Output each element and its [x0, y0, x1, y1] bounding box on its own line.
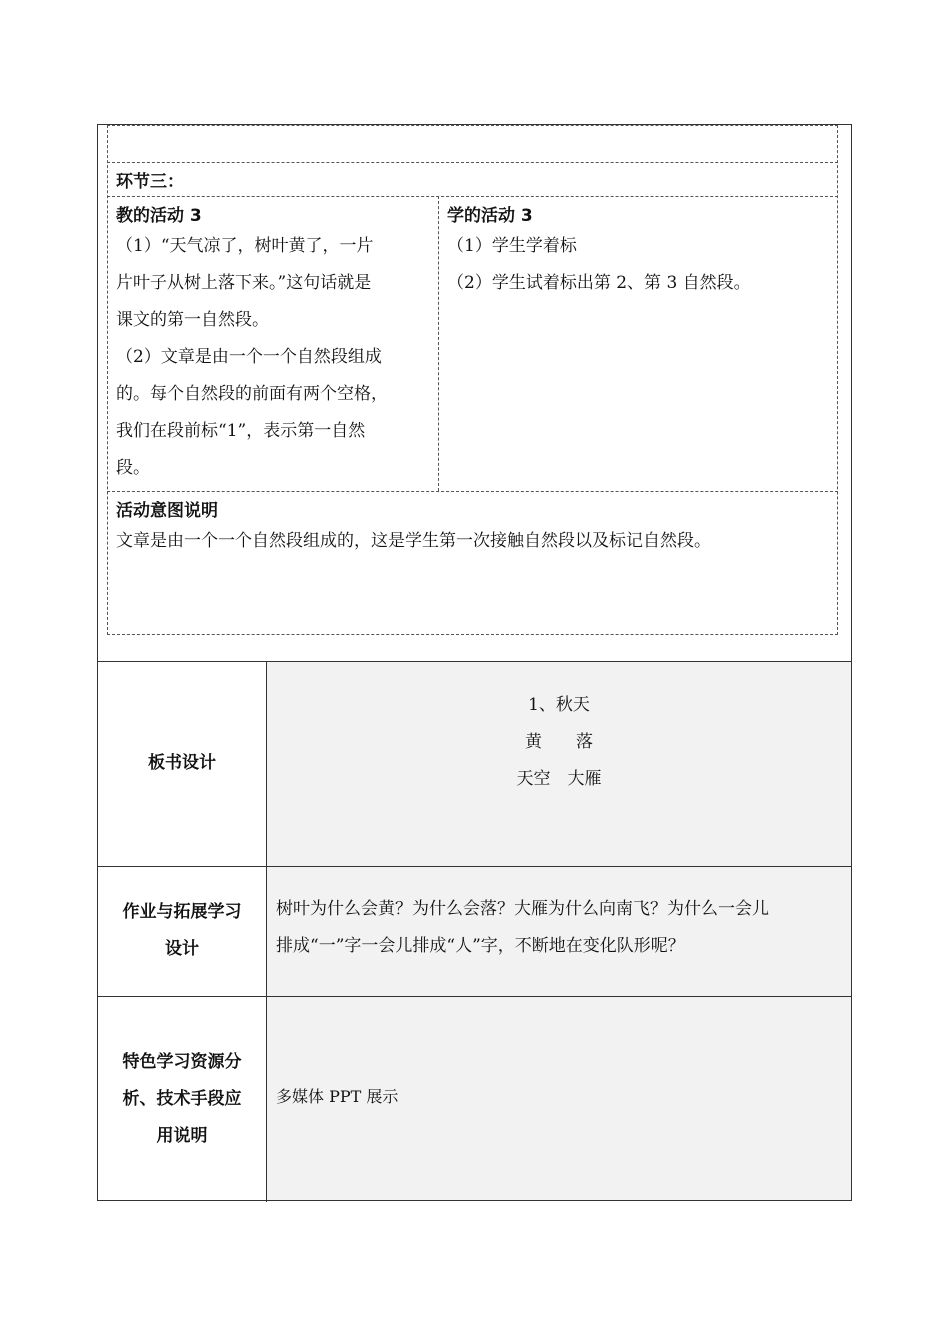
board-line: 黄 落 — [525, 732, 593, 752]
teacher-line: 片叶子从树上落下来。”这句话就是 — [116, 273, 372, 293]
section3-divider-columns — [438, 196, 439, 491]
student-line: （2）学生试着标出第 2、第 3 自然段。 — [447, 273, 751, 293]
section3-divider-title — [107, 196, 838, 197]
board-label — [98, 661, 266, 866]
homework-line: 树叶为什么会黄？为什么会落？大雁为什么向南飞？为什么一会儿 — [276, 899, 769, 919]
section3-divider-top — [107, 162, 838, 163]
student-activity-heading: 学的活动 3 — [447, 206, 533, 226]
board-label-text: 板书设计 — [148, 753, 216, 773]
teacher-line: 我们在段前标“1”，表示第一自然 — [116, 421, 366, 441]
homework-content — [276, 891, 846, 965]
homework-label-line: 作业与拓展学习 — [122, 902, 242, 922]
resources-label — [98, 996, 266, 1202]
resources-content: 多媒体 PPT 展示 — [276, 1087, 399, 1106]
section3-title: 环节三： — [116, 172, 184, 192]
homework-label — [98, 866, 266, 996]
teacher-line: （1）“天气凉了，树叶黄了，一片 — [116, 236, 374, 256]
homework-line: 排成“一”字一会儿排成“人”字，不断地在变化队形呢？ — [276, 936, 685, 956]
homework-label-line: 设计 — [165, 939, 199, 959]
resources-label-line: 用说明 — [156, 1125, 208, 1146]
teacher-line: 的。每个自然段的前面有两个空格， — [116, 384, 388, 404]
student-activity-text — [447, 228, 832, 302]
lesson-plan-table — [97, 124, 852, 1201]
teacher-activity-text — [116, 228, 434, 487]
section3-divider-activities — [107, 491, 838, 492]
intent-heading: 活动意图说明 — [116, 501, 218, 521]
teacher-line: 段。 — [116, 458, 150, 478]
teacher-activity-heading: 教的活动 3 — [116, 206, 202, 226]
board-line: 1、秋天 — [528, 695, 590, 715]
teacher-line: 课文的第一自然段。 — [116, 310, 269, 330]
resources-label-line: 析、技术手段应 — [122, 1088, 242, 1109]
teacher-line: （2）文章是由一个一个自然段组成 — [116, 347, 382, 367]
intent-text: 文章是由一个一个自然段组成的，这是学生第一次接触自然段以及标记自然段。 — [116, 531, 711, 551]
student-line: （1）学生学着标 — [447, 236, 577, 256]
board-line: 天空 大雁 — [516, 769, 602, 789]
board-content — [267, 687, 851, 798]
resources-label-line: 特色学习资源分 — [122, 1051, 242, 1072]
